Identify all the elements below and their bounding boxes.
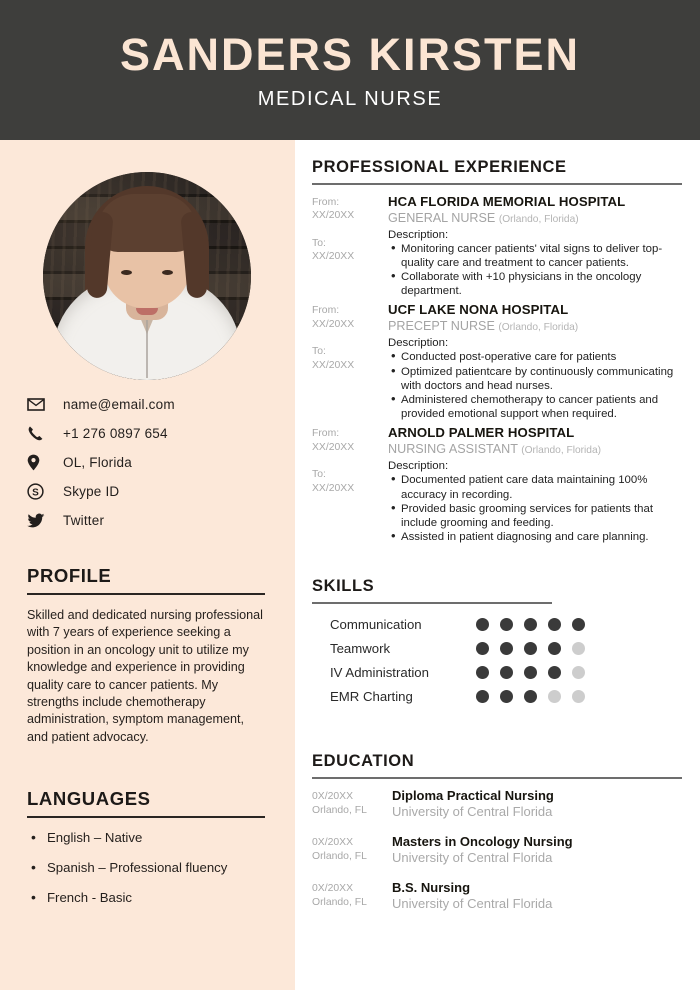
experience-entry	[312, 425, 682, 544]
skill-label: Communication	[330, 617, 422, 633]
experience-role-location: (Orlando, Florida)	[521, 445, 602, 457]
skills-heading: SKILLS	[312, 577, 375, 595]
experience-role-title: PRECEPT NURSE	[388, 319, 495, 334]
skill-row	[330, 637, 682, 661]
education-section	[312, 752, 682, 926]
education-entry	[312, 834, 682, 866]
education-meta	[312, 880, 384, 912]
skill-rating	[470, 690, 585, 703]
education-school: University of Central Florida	[392, 895, 553, 911]
experience-role	[388, 210, 682, 228]
education-degree: B.S. Nursing	[392, 879, 471, 895]
education-entry	[312, 788, 682, 820]
skill-row	[330, 685, 682, 709]
skill-rating	[470, 618, 585, 631]
rating-dot	[476, 690, 489, 703]
education-location: Orlando, FL	[312, 804, 367, 816]
experience-role	[388, 318, 682, 336]
from-value: XX/20XX	[312, 441, 355, 453]
languages-section	[27, 788, 267, 920]
rating-dot	[548, 618, 561, 631]
description-label: Description:	[388, 228, 449, 241]
contact-item-skype[interactable]	[27, 477, 267, 506]
experience-divider	[312, 183, 682, 185]
skill-label: Teamwork	[330, 641, 391, 657]
skills-divider	[312, 602, 552, 604]
photo-eye-left	[121, 270, 132, 275]
experience-entry	[312, 302, 682, 421]
rating-dot	[476, 642, 489, 655]
contact-item-email[interactable]	[27, 390, 267, 419]
education-divider	[312, 777, 682, 779]
skill-label: EMR Charting	[330, 689, 413, 705]
from-label: From:	[312, 428, 340, 440]
envelope-icon	[27, 398, 53, 411]
list-item: • Administered chemotherapy to cancer patients and provided emotional support when required.	[401, 393, 682, 421]
skill-row	[330, 661, 682, 685]
from-value: XX/20XX	[312, 210, 355, 222]
experience-dates	[312, 302, 374, 421]
experience-role-title: NURSING ASSISTANT	[388, 442, 518, 457]
list-item: • Provided basic grooming services for patients that include grooming and feeding.	[401, 502, 682, 530]
education-entry	[312, 880, 682, 912]
list-item: • Collaborate with +10 physicians in the oncology department.	[401, 270, 682, 298]
rating-dot	[500, 690, 513, 703]
description-label: Description:	[388, 460, 449, 473]
contact-email-text: name@email.com	[63, 397, 175, 412]
to-value: XX/20XX	[312, 482, 355, 494]
profile-text: Skilled and dedicated nursing professional with 7 years of experience seeking a position in an oncology unit to utilize my knowledge and experience in providing quality care to cancer patients. My strengths include chemotherapy administration, symptom management, and patient advocacy.	[27, 608, 263, 744]
rating-dot	[500, 618, 513, 631]
location-pin-icon	[27, 454, 53, 471]
to-label: To:	[312, 237, 326, 249]
contact-phone-text: +1 276 0897 654	[63, 426, 168, 441]
skill-row	[330, 613, 682, 637]
rating-dot	[524, 666, 537, 679]
experience-bullets	[388, 350, 682, 421]
rating-dot	[572, 690, 585, 703]
from-label: From:	[312, 196, 340, 208]
from-label: From:	[312, 305, 340, 317]
experience-body	[374, 425, 682, 544]
education-body	[384, 834, 682, 866]
skill-rating	[470, 642, 585, 655]
experience-company: HCA FLORIDA MEMORIAL HOSPITAL	[388, 193, 626, 209]
profile-photo	[43, 172, 251, 380]
candidate-name: SANDERS KIRSTEN	[119, 28, 581, 80]
education-degree: Masters in Oncology Nursing	[392, 833, 573, 849]
rating-dot	[524, 642, 537, 655]
experience-role-location: (Orlando, Florida)	[498, 213, 579, 225]
education-body	[384, 788, 682, 820]
sidebar	[0, 140, 295, 990]
skills-list	[312, 613, 682, 709]
experience-section	[312, 158, 682, 548]
experience-body	[374, 194, 682, 299]
photo-hair-front	[97, 194, 197, 252]
education-school: University of Central Florida	[392, 803, 553, 819]
rating-dot	[548, 666, 561, 679]
photo-mouth	[136, 308, 158, 315]
experience-role-title: GENERAL NURSE	[388, 210, 496, 225]
rating-dot	[476, 618, 489, 631]
contact-location-text: OL, Florida	[63, 455, 132, 470]
experience-role	[388, 441, 682, 459]
experience-bullets	[388, 242, 682, 299]
description-label: Description:	[388, 337, 449, 350]
contact-list	[27, 390, 267, 535]
education-meta	[312, 834, 384, 866]
experience-dates	[312, 194, 374, 299]
contact-item-twitter[interactable]	[27, 506, 267, 535]
list-item: • Documented patient care data maintaining 100% accuracy in recording.	[401, 473, 682, 501]
phone-icon	[27, 425, 53, 442]
rating-dot	[500, 666, 513, 679]
languages-heading: LANGUAGES	[27, 788, 151, 809]
languages-list	[27, 830, 267, 906]
contact-skype-text: Skype ID	[63, 484, 120, 499]
rating-dot	[500, 642, 513, 655]
education-heading: EDUCATION	[312, 752, 415, 770]
experience-entry	[312, 194, 682, 299]
rating-dot	[524, 618, 537, 631]
candidate-job-title: MEDICAL NURSE	[257, 87, 443, 110]
education-date: 0X/20XX	[312, 790, 354, 802]
education-degree: Diploma Practical Nursing	[392, 787, 554, 803]
twitter-icon	[27, 513, 53, 528]
list-item: • English – Native	[47, 830, 267, 846]
contact-item-phone[interactable]	[27, 419, 267, 448]
rating-dot	[548, 690, 561, 703]
experience-dates	[312, 425, 374, 544]
resume-header	[0, 0, 700, 140]
profile-section	[27, 565, 267, 746]
photo-eye-right	[162, 270, 173, 275]
main-column	[295, 140, 700, 990]
list-item: • Assisted in patient diagnosing and care planning.	[401, 530, 682, 544]
from-value: XX/20XX	[312, 318, 355, 330]
to-value: XX/20XX	[312, 251, 355, 263]
rating-dot	[548, 642, 561, 655]
experience-heading: PROFESSIONAL EXPERIENCE	[312, 158, 567, 176]
profile-divider	[27, 593, 265, 595]
rating-dot	[572, 666, 585, 679]
profile-heading: PROFILE	[27, 565, 112, 586]
svg-text:S: S	[32, 487, 39, 499]
list-item: • Spanish – Professional fluency	[47, 860, 267, 876]
education-body	[384, 880, 682, 912]
to-value: XX/20XX	[312, 359, 355, 371]
contact-twitter-text: Twitter	[63, 513, 105, 528]
experience-bullets	[388, 473, 682, 544]
rating-dot	[572, 642, 585, 655]
rating-dot	[476, 666, 489, 679]
experience-role-location: (Orlando, Florida)	[498, 322, 579, 334]
education-school: University of Central Florida	[392, 849, 553, 865]
experience-company: UCF LAKE NONA HOSPITAL	[388, 302, 569, 318]
education-meta	[312, 788, 384, 820]
skill-rating	[470, 666, 585, 679]
to-label: To:	[312, 346, 326, 358]
to-label: To:	[312, 469, 326, 481]
list-item: • Optimized patientcare by continuously communicating with doctors and head nurses.	[401, 365, 682, 393]
education-location: Orlando, FL	[312, 896, 367, 908]
skill-label: IV Administration	[330, 665, 429, 681]
education-location: Orlando, FL	[312, 850, 367, 862]
skills-section	[312, 577, 682, 709]
profile-photo-circle	[43, 172, 251, 380]
list-item: • Monitoring cancer patients' vital signs to deliver top-quality care and treatment to cancer patients.	[401, 242, 682, 270]
experience-company: ARNOLD PALMER HOSPITAL	[388, 425, 575, 441]
languages-divider	[27, 816, 265, 818]
list-item: • French - Basic	[47, 890, 267, 906]
education-date: 0X/20XX	[312, 836, 354, 848]
rating-dot	[572, 618, 585, 631]
education-date: 0X/20XX	[312, 882, 354, 894]
contact-item-location[interactable]	[27, 448, 267, 477]
experience-body	[374, 302, 682, 421]
rating-dot	[524, 690, 537, 703]
list-item: • Conducted post-operative care for patients	[401, 350, 682, 364]
skype-icon	[27, 483, 53, 500]
